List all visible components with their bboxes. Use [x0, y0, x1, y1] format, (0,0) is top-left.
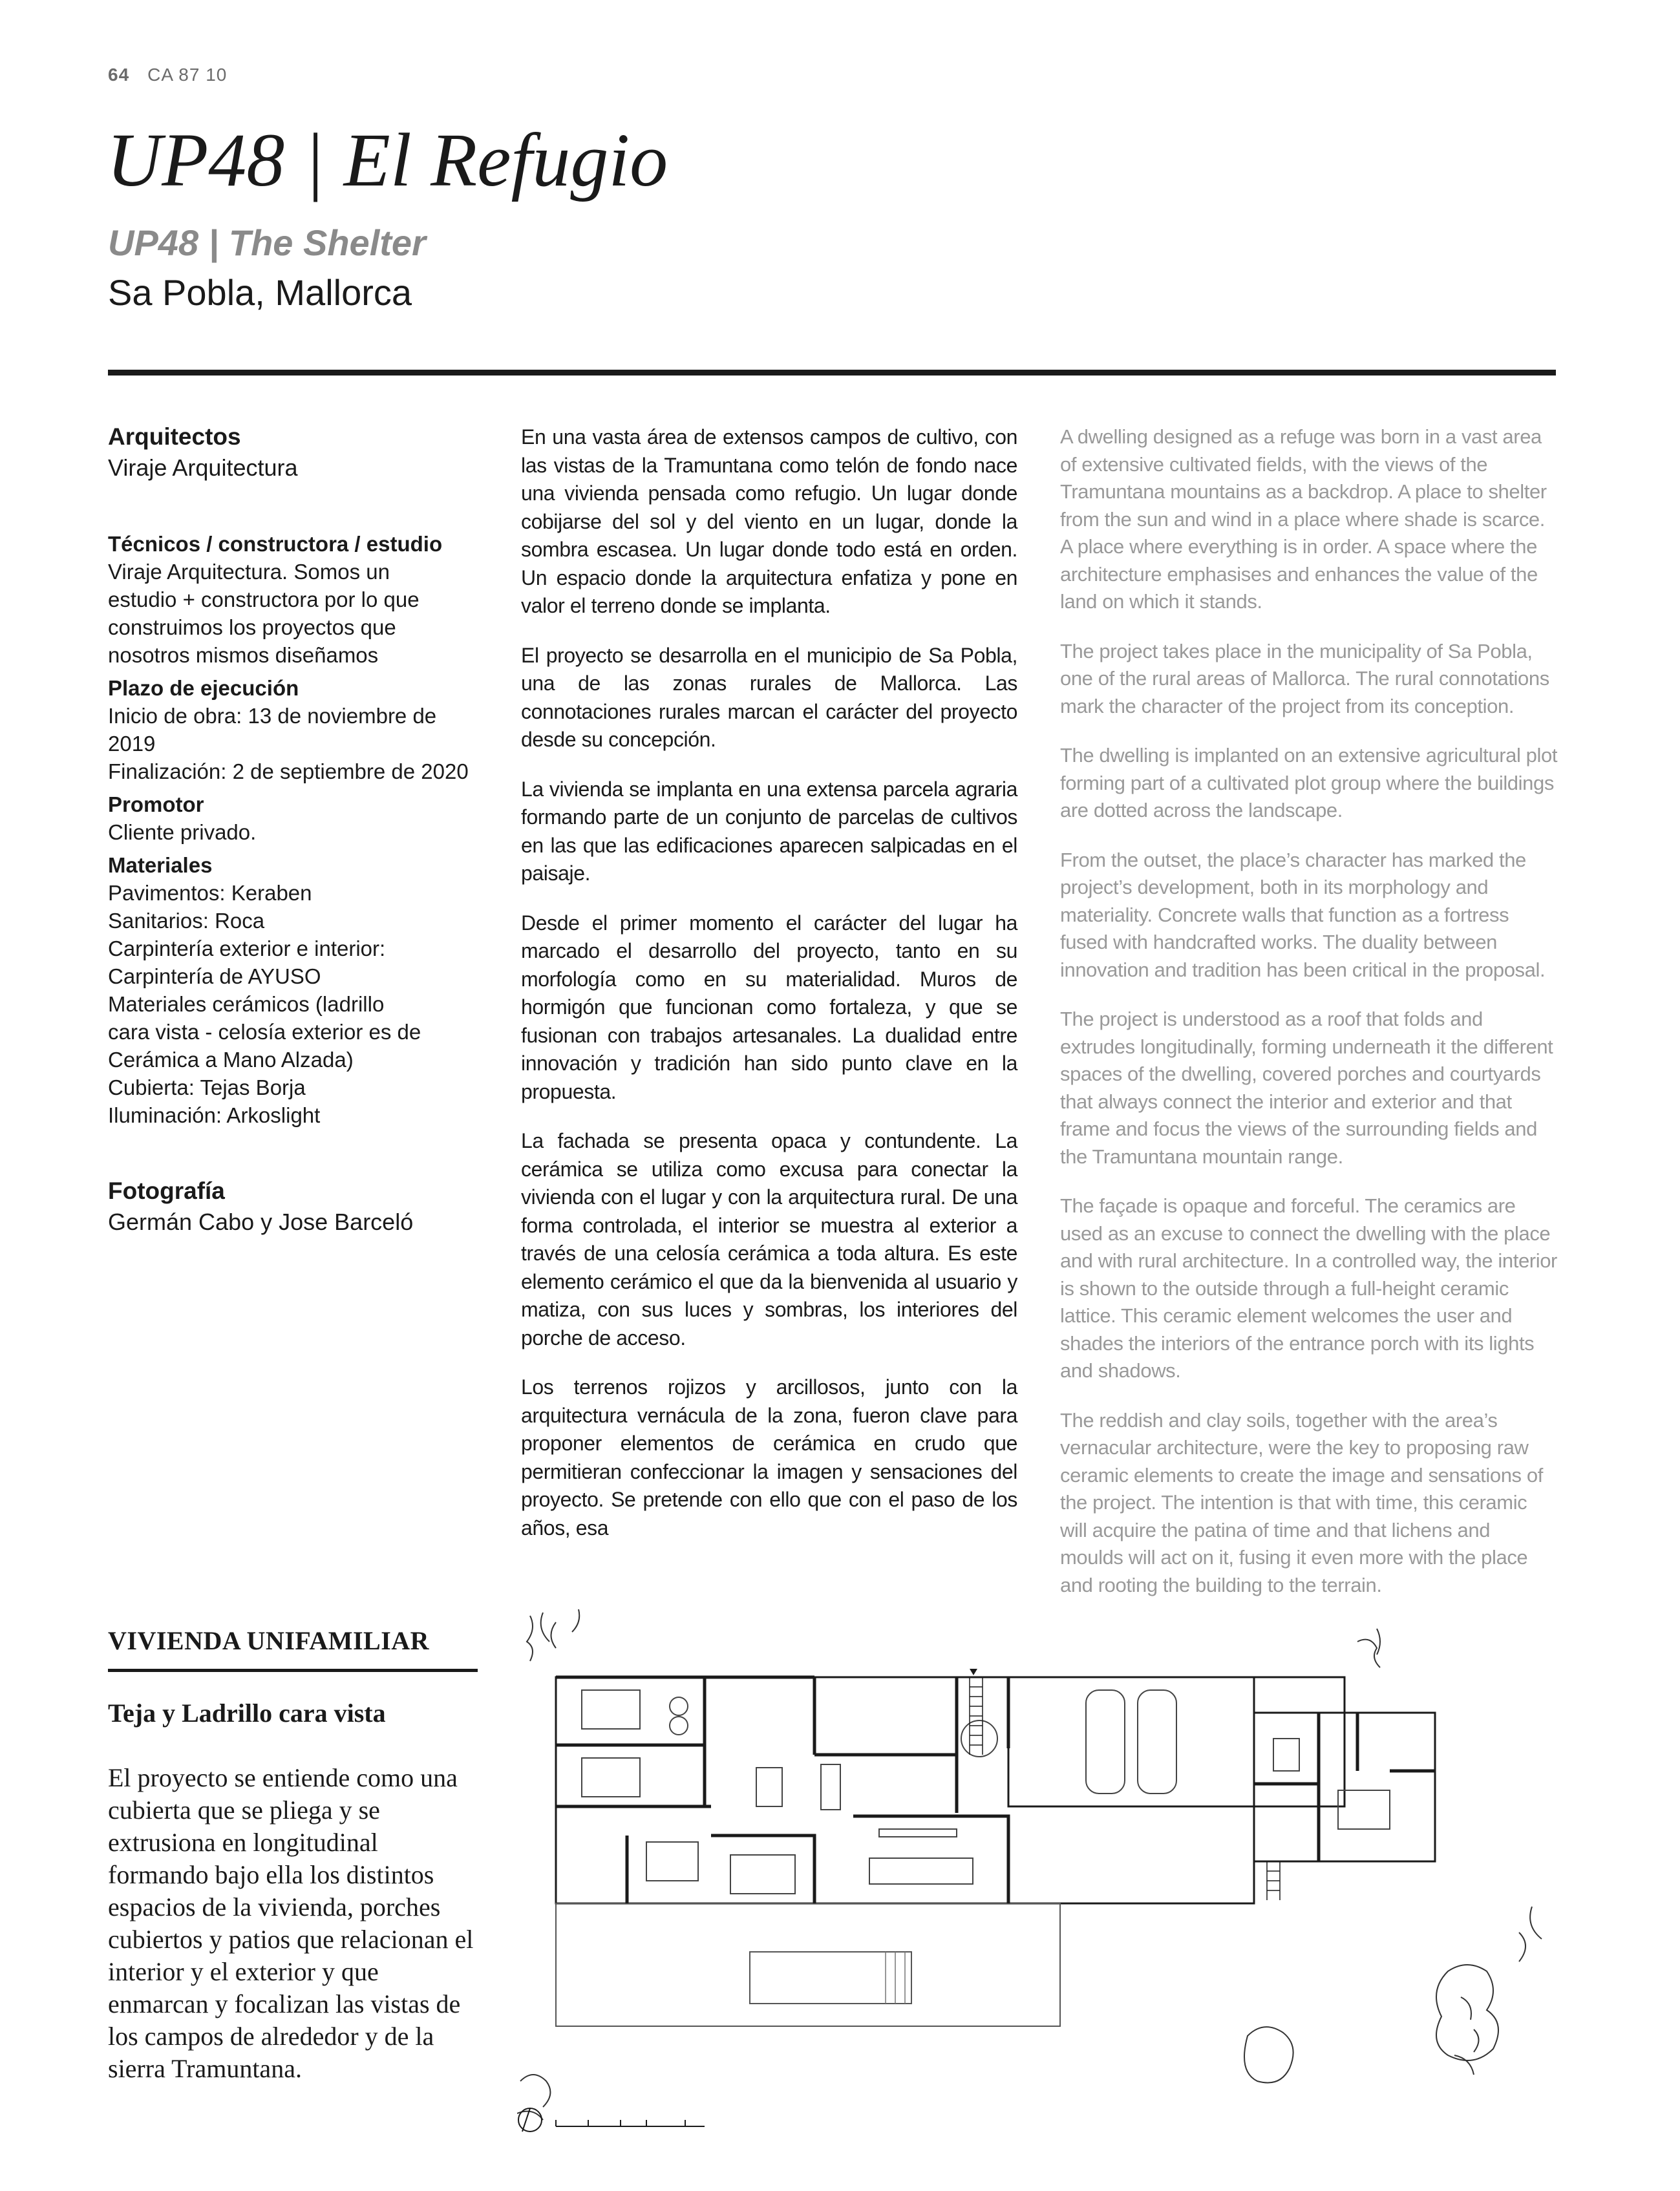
credit-line: Finalización: 2 de septiembre de 2020: [108, 759, 469, 783]
paragraph: A dwelling designed as a refuge was born in a vast area of extensive cultivated fields, with the views of the Tramuntana mountains as a backdrop. A place to shelter from the sun and wind in a place where shade is scarce. A place where everything is in order. A space where the architecture emphasises and enhances the value of the land on which it stands.: [1060, 425, 1547, 613]
tree-sketch: [517, 1609, 1542, 2120]
page-number: 64: [108, 65, 130, 85]
credit-label-tecnicos: Técnicos / constructora / estudio: [108, 532, 443, 556]
interior-walls: [556, 1677, 1435, 1903]
header-divider: [108, 370, 1556, 376]
credit-label-materiales: Materiales: [108, 853, 213, 877]
credit-label-fotografia: Fotografía: [108, 1178, 225, 1204]
credit-value-fotografia: Germán Cabo y Jose Barceló: [108, 1209, 414, 1235]
article-title: UP48 | El Refugio: [107, 118, 668, 202]
credit-line: Inicio de obra: 13 de noviembre de: [108, 704, 437, 728]
credit-line: Carpintería de AYUSO: [108, 964, 321, 988]
floor-plan-drawing: [517, 1609, 1564, 2139]
sidebar-box: [108, 1625, 478, 2085]
paragraph: El proyecto se desarrolla en el municipio de Sa Pobla, una de las zonas rurales de Mallorca. Las connotaciones rurales marcan el carácter del proyecto desde su concepción.: [521, 643, 1017, 751]
credit-line: Cerámica a Mano Alzada): [108, 1048, 354, 1072]
body-text-spanish: [521, 423, 1017, 1563]
paragraph: The project takes place in the municipality of Sa Pobla, one of the rural areas of Mallorca. The rural connotations mark the character of the project from its conception.: [1060, 639, 1549, 717]
credit-line: Cliente privado.: [108, 820, 257, 844]
paragraph: The project is understood as a roof that folds and extrudes longitudinally, forming underneath it the different spaces of the dwelling, covered porches and courtyards that always connect the interior and exterior and that frame and focus the views of the surrounding fields and the Tramuntana mountain range.: [1060, 1008, 1553, 1168]
credit-line: Cubierta: Tejas Borja: [108, 1075, 306, 1099]
paragraph: La fachada se presenta opaca y contundente. La cerámica se utiliza como excusa para conectar la vivienda con el lugar y con la arquitectura rural. De una forma controlada, el interior se muestra al exterior a través de una celosía cerámica a toda altura. Es este elemento cerámico el que da la bienvenida al usuario y matiza, con sus luces y sombras, los interiores del porche de acceso.: [521, 1129, 1017, 1350]
building-outline: [556, 1677, 1254, 1903]
credit-line: 2019: [108, 732, 156, 756]
credit-line: Viraje Arquitectura. Somos un: [108, 560, 390, 584]
paragraph: The façade is opaque and forceful. The ceramics are used as an excuse to connect the dwelling with the place and with rural architecture. In a controlled way, the interior is shown to the outside through a full-height ceramic lattice. This ceramic element welcomes the user and shades the interiors of the entrance porch with its lights and shadows.: [1060, 1194, 1557, 1382]
paragraph: Desde el primer momento el carácter del lugar ha marcado el desarrollo del proyecto, tanto en su morfología como en su materialidad. Muros de hormigón que funcionan como fortaleza, y que se fusionan con trabajos artesanales. La dualidad entre innovación y tradición han sido punto clave en la propuesta.: [521, 911, 1017, 1103]
sidebar-text: El proyecto se entiende como una cubierta que se pliega y se extrusiona en longitudinal formando bajo ella los distintos espacios de la vivienda, porches cubiertos y patios que relacionan el interior y el exterior y que enmarcan y focalizan las vistas de los campos de alrededor y de la sierra Tramuntana.: [108, 1763, 474, 2083]
paragraph: The reddish and clay soils, together with the area’s vernacular architecture, were the key to proposing raw ceramic elements to create the image and sensations of the project. The intention is that with time, this ceramic will acquire the patina of time and that lichens and moulds will act on it, fusing it even more with the place and rooting the building to the terrain.: [1060, 1408, 1543, 1596]
credit-line: cara vista - celosía exterior es de: [108, 1020, 421, 1044]
issue-label: CA 87 10: [147, 65, 228, 85]
paragraph: The dwelling is implanted on an extensive agricultural plot forming part of a cultivated plot group where the buildings are dotted across the landscape.: [1060, 744, 1558, 821]
sidebar-subheading: Teja y Ladrillo cara vista: [108, 1699, 386, 1728]
pool: [750, 1952, 911, 2004]
article-subtitle-english: UP48 | The Shelter: [108, 222, 426, 263]
credit-line: Materiales cerámicos (ladrillo: [108, 992, 385, 1016]
pool-steps: [886, 1952, 905, 2004]
paragraph: From the outset, the place’s character has marked the project’s development, both in its morphology and materiality. Concrete walls that function as a fortress fused with handcrafted works. The duality between innovation and tradition has been critical in the proposal.: [1060, 848, 1546, 981]
credit-line: nosotros mismos diseñamos: [108, 643, 379, 667]
terrace-outline: [556, 1903, 1060, 2026]
credit-line: estudio + constructora por lo que: [108, 587, 420, 611]
credit-label-plazo: Plazo de ejecución: [108, 676, 299, 700]
project-location: Sa Pobla, Mallorca: [108, 272, 412, 313]
credit-label-arquitectos: Arquitectos: [108, 423, 241, 450]
paragraph: En una vasta área de extensos campos de cultivo, con las vistas de la Tramuntana como telón de fondo nace una vivienda pensada como refugio. Un lugar donde cobijarse del sol y del viento en un lugar, donde la sombra escasea. Un lugar donde todo está en orden. Un espacio donde la arquitectura enfatiza y pone en valor el terreno donde se implanta.: [521, 425, 1017, 617]
project-credits: [108, 421, 489, 1238]
body-text-english: [1060, 423, 1558, 1621]
credit-line: Carpintería exterior e interior:: [108, 937, 386, 960]
credit-line: construimos los proyectos que: [108, 615, 396, 639]
page-header: [108, 65, 227, 85]
entrance-arrow-icon: [970, 1669, 977, 1675]
credit-value-arquitectos: Viraje Arquitectura: [108, 454, 298, 481]
scale-bar: [556, 2120, 705, 2126]
credit-line: Pavimentos: Keraben: [108, 881, 312, 905]
credit-label-promotor: Promotor: [108, 792, 204, 816]
paragraph: La vivienda se implanta en una extensa parcela agraria formando parte de un conjunto de parcelas de cultivos en las que las edificaciones aparecen salpicadas en el paisaje.: [521, 777, 1017, 885]
sidebar-heading: VIVIENDA UNIFAMILIAR: [108, 1625, 478, 1672]
credit-line: Iluminación: Arkoslight: [108, 1103, 321, 1127]
paragraph: Los terrenos rojizos y arcillosos, junto con la arquitectura vernácula de la zona, fueron clave para proponer elementos de cerámica en crudo que permitieran confeccionar la imagen y sensaciones del proyecto. Se pretende con ello que con el paso de los años, esa: [521, 1375, 1017, 1540]
credit-line: Sanitarios: Roca: [108, 909, 265, 933]
